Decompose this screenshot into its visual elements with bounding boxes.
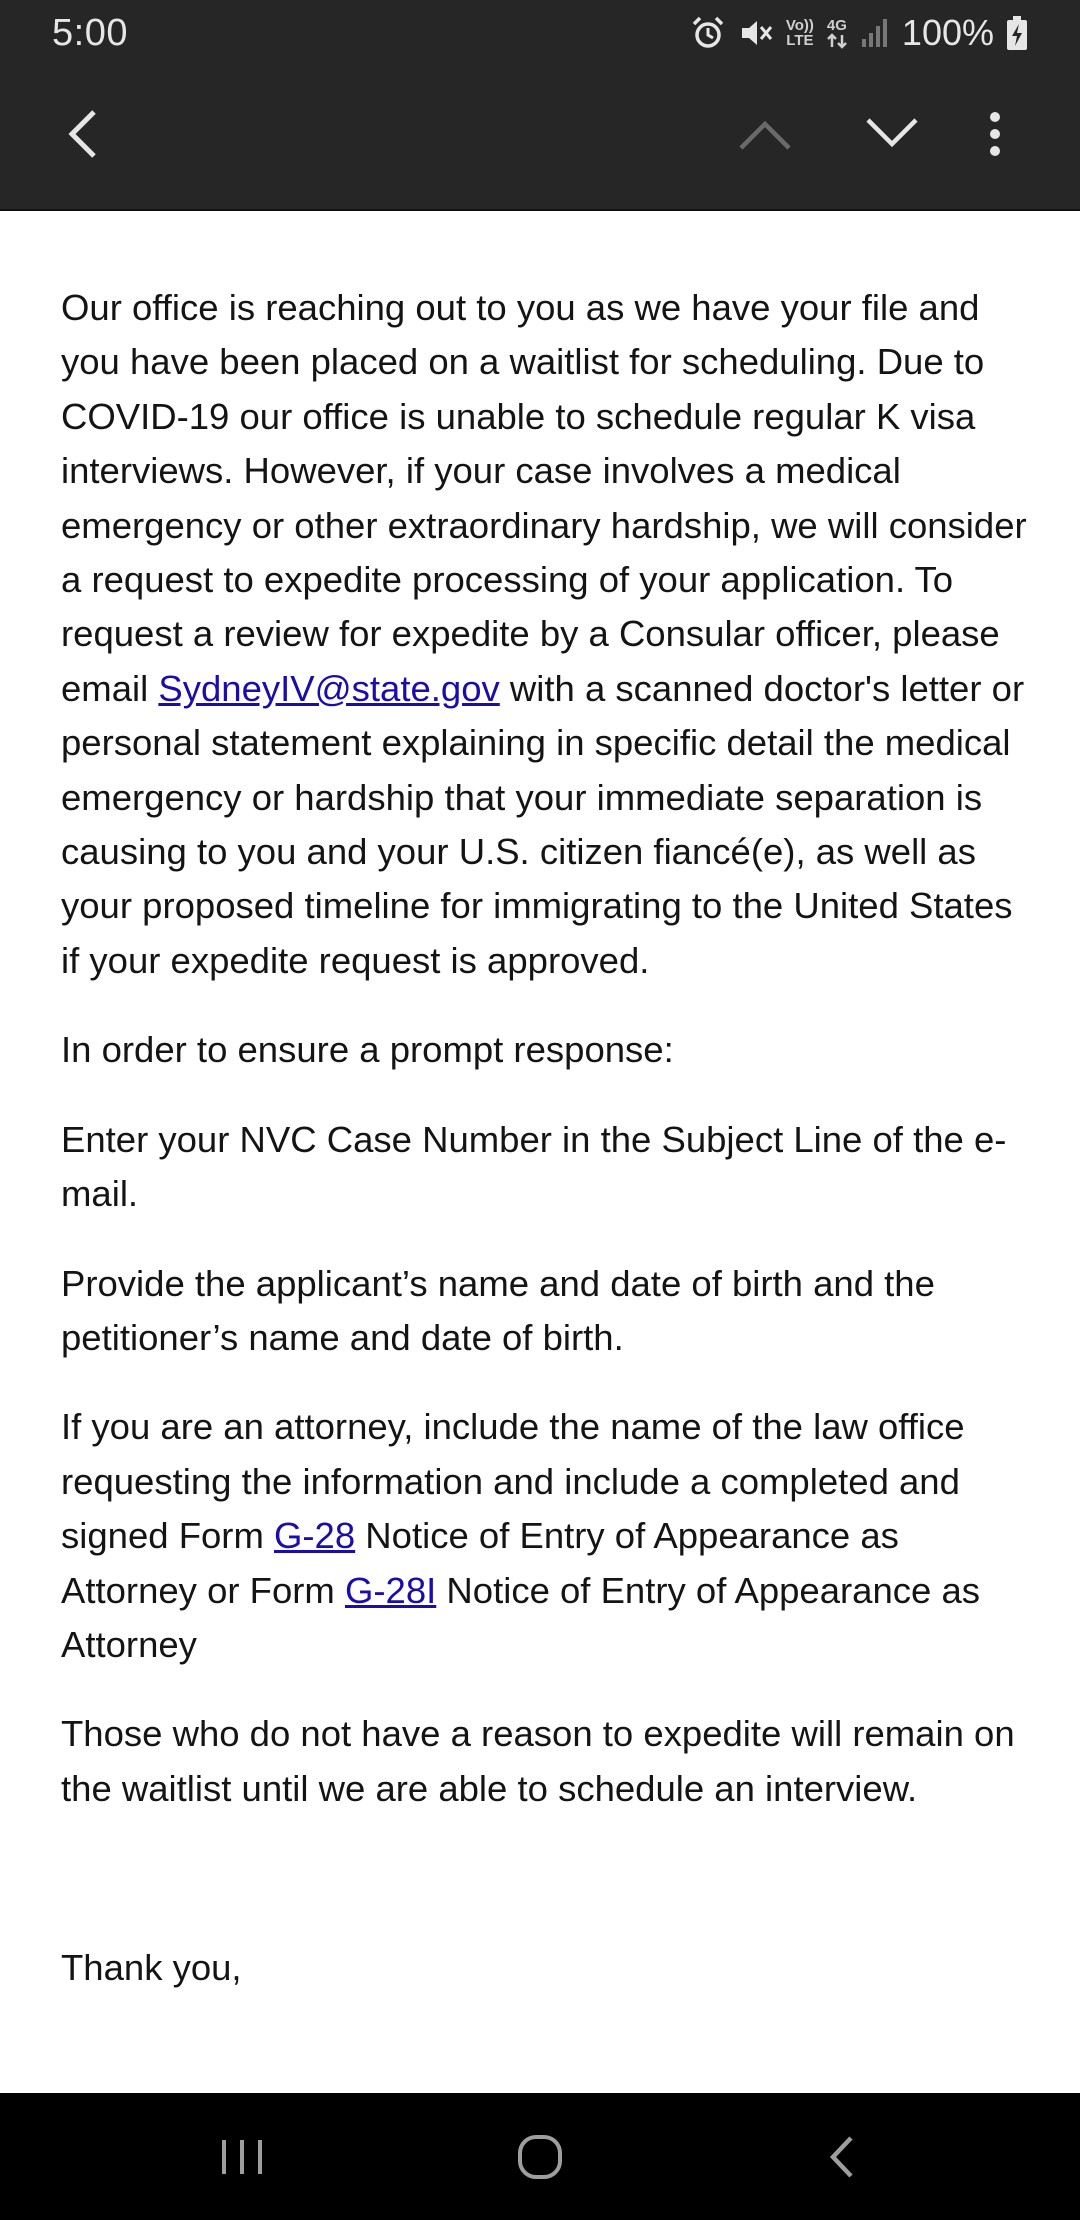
system-nav-bar: [0, 2093, 1080, 2220]
chevron-up-icon: [737, 114, 793, 154]
volte-label-bottom: LTE: [786, 32, 814, 49]
more-options-button[interactable]: [975, 106, 1015, 162]
closing-text: Thank you,: [61, 1947, 242, 1989]
g28i-link[interactable]: G-28I: [344, 1569, 437, 1611]
more-vert-icon: [985, 109, 1005, 159]
next-match-button[interactable]: [862, 106, 922, 162]
recents-button[interactable]: [210, 2125, 274, 2189]
recents-icon: [220, 2137, 264, 2177]
status-icons: [690, 12, 1028, 54]
message-body: [0, 211, 1080, 2093]
paragraph-waitlist: Those who do not have a reason to expedite will remain on the waitlist until we are able to schedule an interview.: [61, 1713, 1015, 1809]
nav-back-button[interactable]: [810, 2125, 874, 2189]
network-label: 4G: [826, 16, 847, 34]
status-bar: [0, 0, 1080, 66]
app-toolbar: [0, 66, 1080, 211]
chevron-down-icon: [864, 114, 920, 154]
email-link[interactable]: SydneyIV@state.gov: [158, 667, 500, 709]
battery-charging-icon: [1006, 15, 1028, 51]
paragraph-names-dob: Provide the applicant’s name and date of birth and the petitioner’s name and date of birth.: [61, 1262, 935, 1358]
paragraph-case-number: Enter your NVC Case Number in the Subject Line of the e-mail.: [61, 1118, 1007, 1215]
battery-percent: 100%: [901, 12, 994, 53]
paragraph-attorney: If you are an attorney, include the name of the law office requesting the information and include a completed and signed Form G-28 Notice of Entry of Appearance as Attorney or Form G-28I Notice of Entry of Appearance as Attorney: [61, 1406, 981, 1665]
paragraph-intro: Our office is reaching out to you as we have your file and you have been placed on a waitlist for scheduling. Due to COVID-19 our office is unable to schedule regular K visa interviews. However, if your case involves a medical emergency or other extraordinary hardship, we will consider a request to expedite processing of your application. To request a review for expedite by a Consular officer, please email SydneyIV@state.gov with a scanned doctor's letter or personal statement explaining in specific detail the medical emergency or hardship that your immediate separation is causing to you and your U.S. citizen fiancé(e), as well as your proposed timeline for immigrating to the United States if your expedite request is approved.: [61, 287, 1027, 981]
g28-link[interactable]: G-28: [274, 1515, 356, 1557]
volte-icon: [786, 18, 814, 48]
signal-icon: [860, 17, 890, 49]
volte-label-top: Vo)): [785, 17, 814, 34]
back-button[interactable]: [56, 106, 112, 162]
back-arrow-icon: [64, 106, 104, 162]
home-icon: [516, 2133, 564, 2181]
previous-match-button[interactable]: [735, 106, 795, 162]
home-button[interactable]: [508, 2125, 572, 2189]
4g-data-icon: [826, 18, 848, 49]
status-time: 5:00: [52, 11, 128, 54]
mute-icon: [738, 15, 774, 51]
alarm-icon: [690, 15, 726, 51]
paragraph-prompt-response: In order to ensure a prompt response:: [61, 1029, 674, 1071]
back-icon: [827, 2134, 857, 2180]
